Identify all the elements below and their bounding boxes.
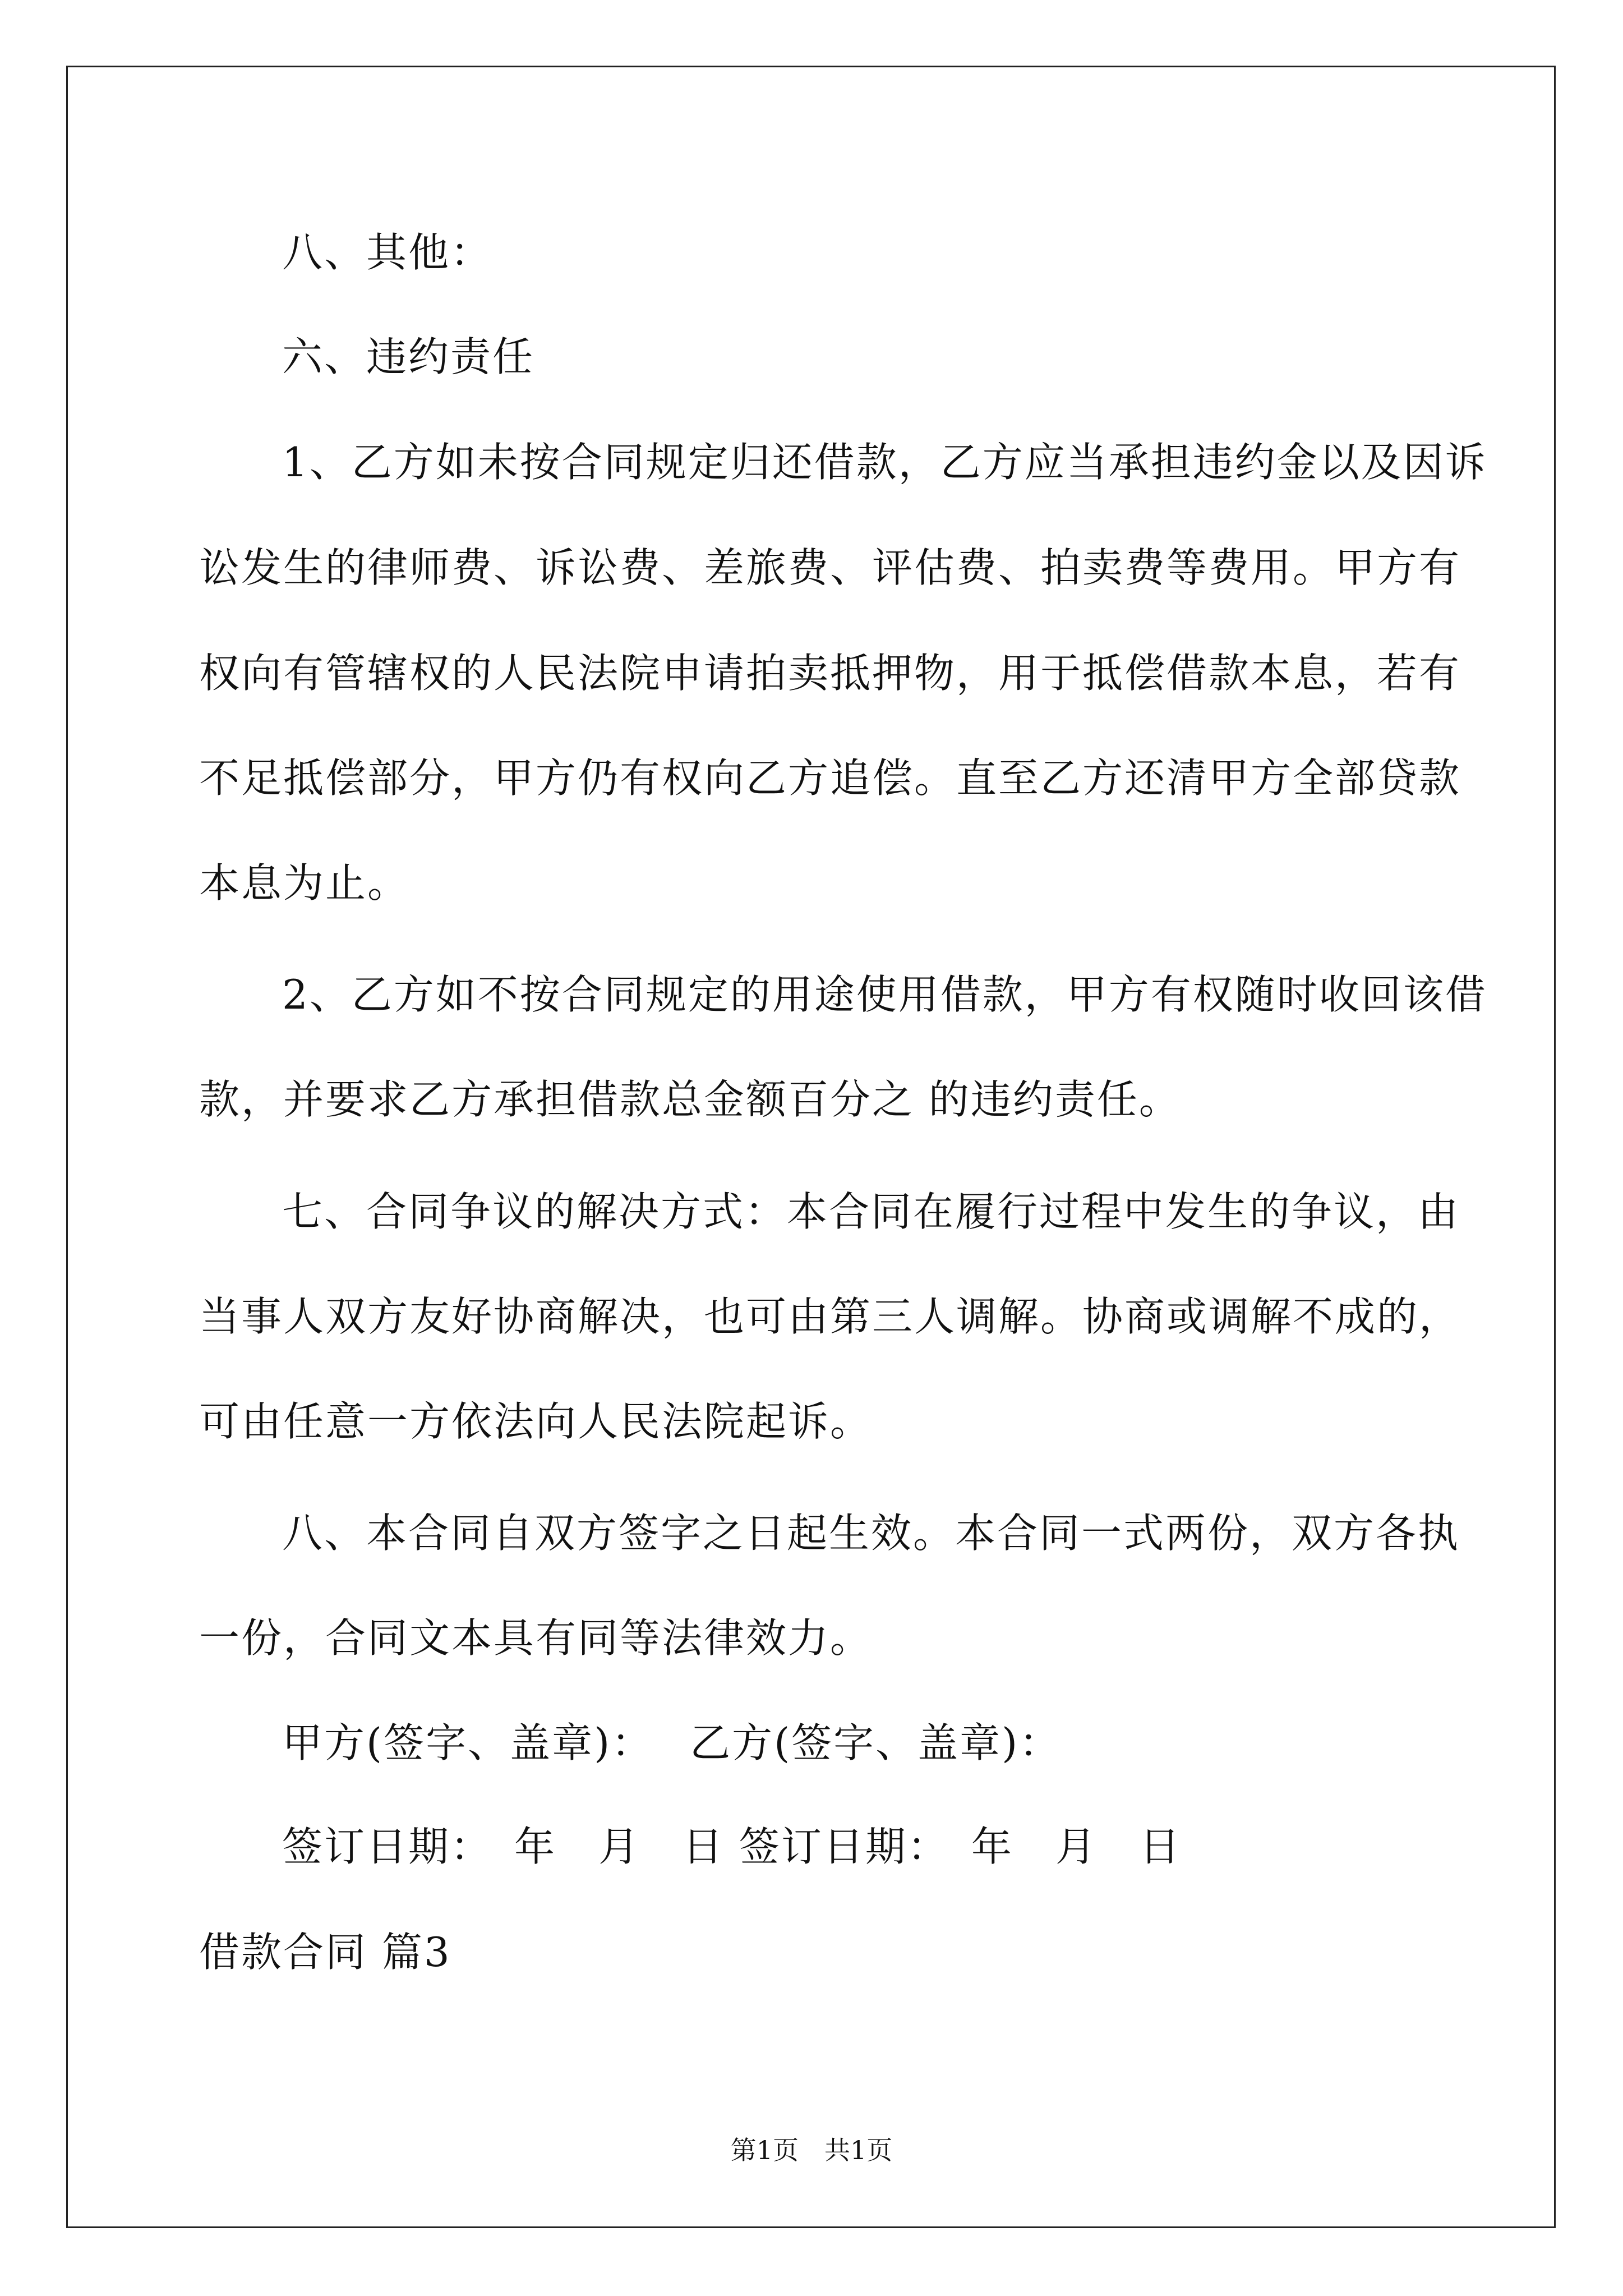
paragraph-line: 不足抵偿部分，甲方仍有权向乙方追偿。直至乙方还清甲方全部贷款 (199, 754, 1461, 802)
paragraph-line: 2、乙方如不按合同规定的用途使用借款，甲方有权随时收回该借 (282, 971, 1487, 1018)
paragraph-line: 八、本合同自双方签字之日起生效。本合同一式两份，双方各执 (282, 1510, 1460, 1557)
signing-date-line: 签订日期： 年 月 日 签订日期： 年 月 日 (282, 1823, 1182, 1870)
paragraph-line: 七、合同争议的解决方式：本合同在履行过程中发生的争议，由 (282, 1188, 1460, 1235)
paragraph-line: 款，并要求乙方承担借款总金额百分之 的违约责任。 (199, 1076, 1181, 1123)
page-footer: 第1页 共1页 (730, 2135, 893, 2165)
paragraph-line: 当事人双方友好协商解决，也可由第三人调解。协商或调解不成的， (199, 1293, 1461, 1340)
clause-6-heading: 六、违约责任 (282, 333, 535, 380)
paragraph-line: 权向有管辖权的人民法院申请拍卖抵押物，用于抵偿借款本息，若有 (199, 650, 1461, 697)
page-border (66, 66, 1556, 2228)
paragraph-line: 本息为止。 (199, 859, 410, 907)
paragraph-line: 一份，合同文本具有同等法律效力。 (199, 1614, 873, 1662)
paragraph-line: 可由任意一方依法向人民法院起诉。 (199, 1398, 873, 1445)
section-title: 借款合同 篇3 (199, 1929, 451, 1976)
paragraph-line: 讼发生的律师费、诉讼费、差旅费、评估费、拍卖费等费用。甲方有 (199, 544, 1461, 591)
paragraph-line: 1、乙方如未按合同规定归还借款，乙方应当承担违约金以及因诉 (282, 439, 1487, 486)
clause-8-other-heading: 八、其他： (282, 229, 493, 276)
signature-line: 甲方(签字、盖章)： 乙方(签字、盖章)： (282, 1719, 1062, 1766)
